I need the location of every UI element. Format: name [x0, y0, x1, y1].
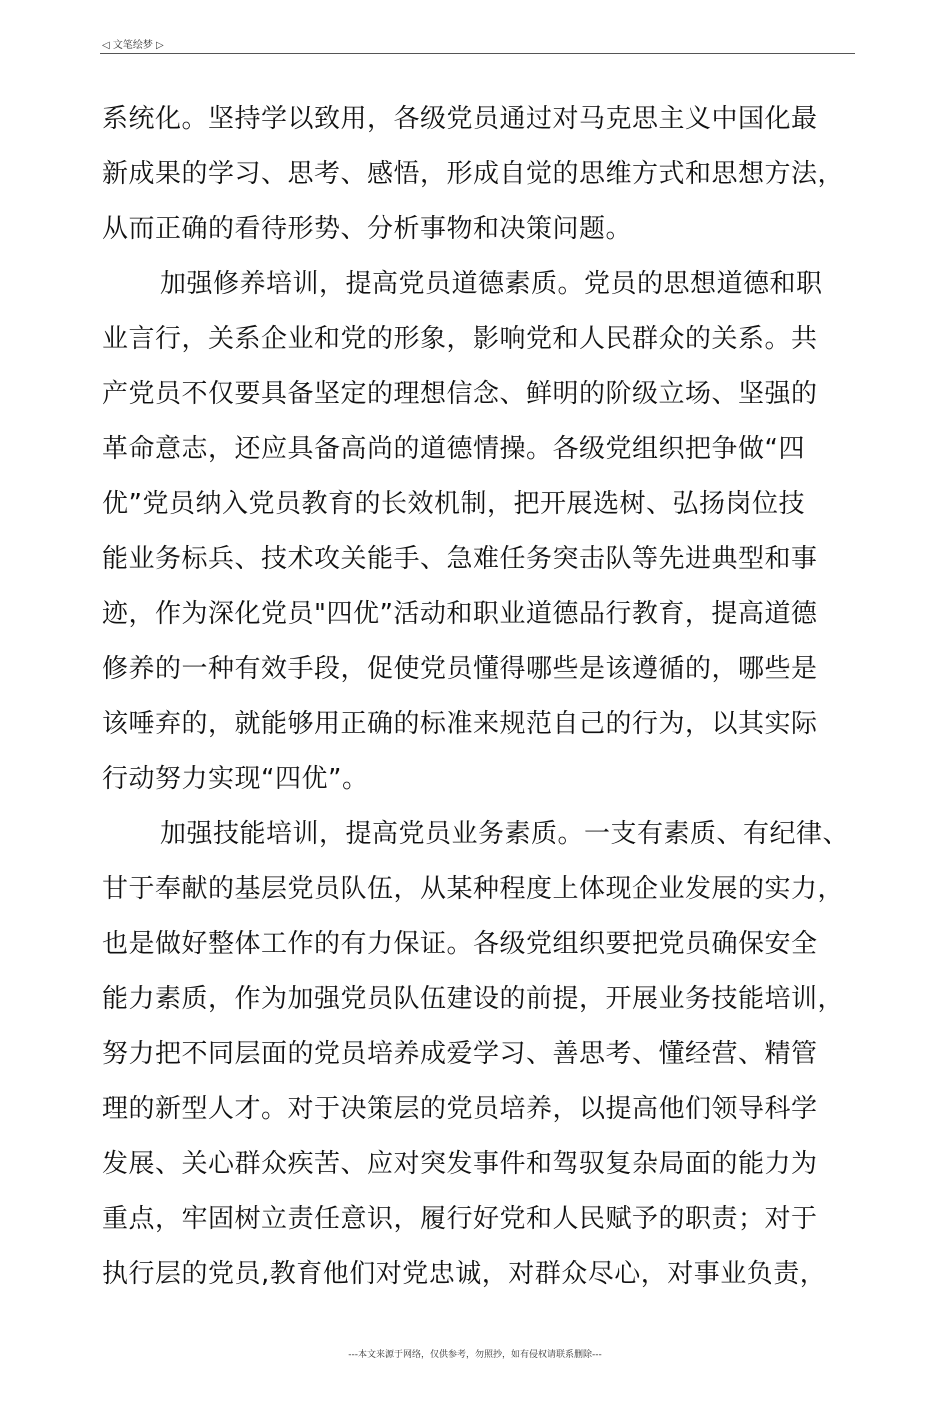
text-line: 能业务标兵、技术攻关能手、急难任务突击队等先进典型和事	[102, 544, 818, 574]
text-line: 发展、关心群众疾苦、应对突发事件和驾驭复杂局面的能力为	[102, 1149, 818, 1179]
text-line: 系统化。坚持学以致用，各级党员通过对马克思主义中国化最	[102, 104, 818, 134]
text-line: 甘于奉献的基层党员队伍，从某种程度上体现企业发展的实力，	[102, 874, 845, 904]
text-line: 努力把不同层面的党员培养成爱学习、善思考、懂经营、精管	[102, 1039, 818, 1069]
text-line: 重点，牢固树立责任意识，履行好党和人民赋予的职责；对于	[102, 1204, 818, 1234]
paragraph-start-line: 加强修养培训，提高党员道德素质。党员的思想道德和职	[160, 269, 823, 299]
text-line: 执行层的党员,教育他们对党忠诚，对群众尽心，对事业负责，	[102, 1259, 827, 1289]
text-line: 也是做好整体工作的有力保证。各级党组织要把党员确保安全	[102, 929, 818, 959]
paragraph-start-line: 加强技能培训，提高党员业务素质。一支有素质、有纪律、	[160, 819, 850, 849]
text-line: 修养的一种有效手段，促使党员懂得哪些是该遵循的，哪些是	[102, 654, 818, 684]
text-line: 能力素质，作为加强党员队伍建设的前提，开展业务技能培训，	[102, 984, 845, 1014]
text-line: 优”党员纳入党员教育的长效机制，把开展选树、弘扬岗位技	[102, 489, 805, 519]
document-body	[102, 92, 872, 1302]
text-line: 迹，作为深化党员"四优”活动和职业道德品行教育，提高道德	[102, 599, 818, 629]
text-line: 革命意志，还应具备高尚的道德情操。各级党组织把争做“四	[102, 434, 805, 464]
text-line: 该唾弃的，就能够用正确的标准来规范自己的行为，以其实际	[102, 709, 818, 739]
page-footer: ---本文来源于网络，仅供参考，勿照抄，如有侵权请联系删除---	[348, 1350, 602, 1360]
text-line: 行动努力实现“四优”。	[102, 764, 369, 794]
text-line: 新成果的学习、思考、感悟，形成自觉的思维方式和思想方法，	[102, 159, 845, 189]
header-divider	[100, 53, 855, 54]
text-line: 产党员不仅要具备坚定的理想信念、鲜明的阶级立场、坚强的	[102, 379, 818, 409]
text-line: 业言行，关系企业和党的形象，影响党和人民群众的关系。共	[102, 324, 818, 354]
page-header: ◁ 文笔绘梦 ▷	[102, 40, 164, 51]
text-line: 从而正确的看待形势、分析事物和决策问题。	[102, 214, 633, 244]
text-line: 理的新型人才。对于决策层的党员培养，以提高他们领导科学	[102, 1094, 818, 1124]
